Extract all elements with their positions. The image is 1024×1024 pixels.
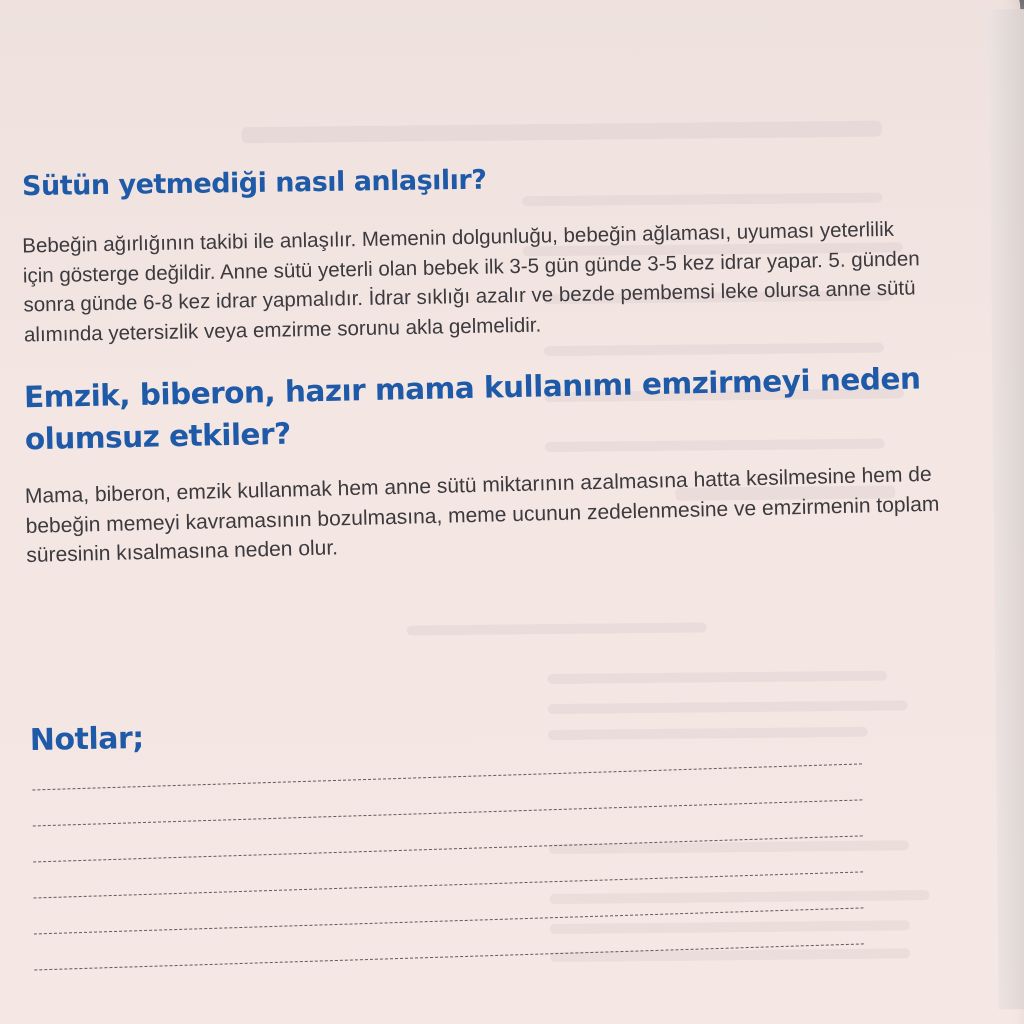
page-edge (988, 9, 1024, 1009)
note-line (34, 871, 864, 898)
paragraph-pacifier-bottle: Mama, biberon, emzik kullanmak hem anne sütü miktarının azalmasına hatta kesilmesine hem de bebeğin memeyi kavramasının bozulmasına, meme ucunun zedelenmesine ve emzirmenin toplam süresinin kısalmasına neden olur. (24, 462, 940, 567)
note-line (33, 799, 863, 826)
notes-lines (32, 781, 864, 1006)
heading-milk-insufficient: Sütün yetmediği nasıl anlaşılır? (21, 164, 487, 203)
heading-pacifier-bottle: Emzik, biberon, hazır mama kullanımı emzirmeyi neden olumsuz etkiler? (23, 361, 921, 457)
note-line (32, 763, 862, 790)
note-line (34, 943, 864, 970)
notes-heading: Notlar; (29, 720, 145, 759)
page-content (21, 156, 940, 567)
note-line (34, 907, 864, 934)
paragraph-milk-insufficient: Bebeğin ağırlığının takibi ile anlaşılır. Memenin dolgunluğu, bebeğin ağlaması, uyuması yeterlilik için gösterge değildir. Anne sütü yeterli olan bebek ilk 3-5 gün günde 3-5 kez idrar yapar. 5. günden sonra günde 6-8 kez idrar yapmalıdır. İdrar sıklığı azalır ve bezde pembemsi leke olursa anne sütü alımında yetersizlik veya emzirme sorunu akla gelmelidir. (22, 217, 920, 346)
note-line (33, 835, 863, 862)
